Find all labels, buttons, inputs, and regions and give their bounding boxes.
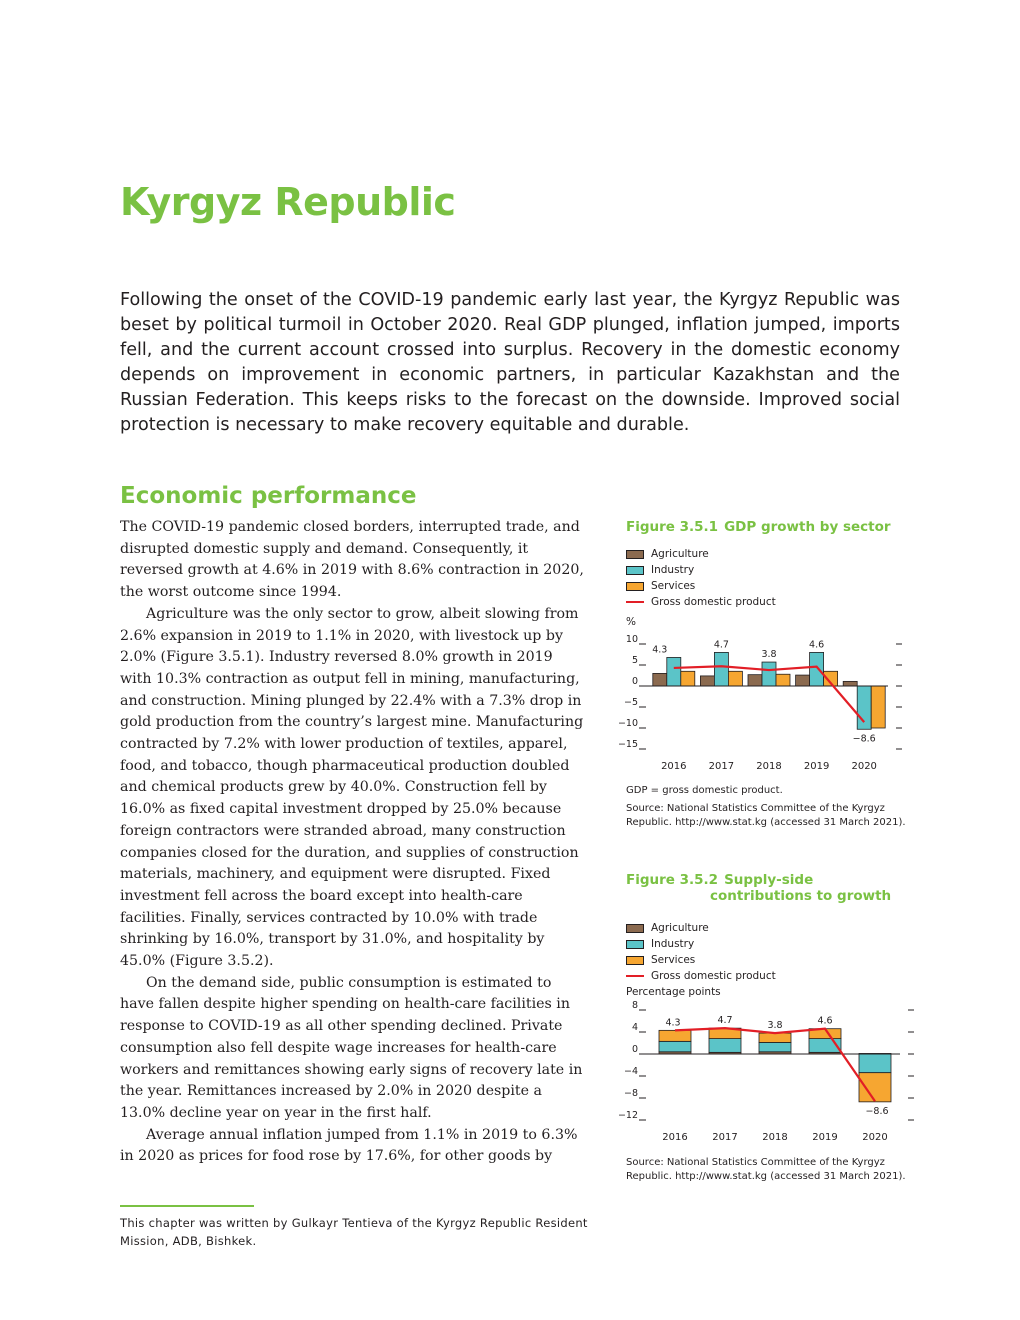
footnote-rule: [120, 1205, 254, 1207]
data-label: 4.3: [665, 1017, 681, 1029]
x-tick-label: 2016: [661, 761, 687, 772]
bar-services: [871, 686, 885, 728]
legend-item-gdp: [626, 968, 776, 984]
bar-industry: [709, 1039, 741, 1053]
y-tick-label: 0: [631, 1044, 638, 1055]
figure-1-number: Figure 3.5.1: [626, 519, 719, 535]
legend-swatch: [626, 582, 644, 591]
figure-1-legend: [626, 546, 776, 610]
x-tick-label: 2019: [803, 761, 830, 772]
legend-label: Industry: [651, 938, 695, 950]
body-paragraph: On the demand side, public consumption is estimated to have fallen despite higher spending on health-care facilities in response to COVID-19 as all other spending declined. Private consumption also fell despite wage increases for health-care workers and remittances showing early signs of recovery late in the year. Remittances increased by 2.0% in 2020 despite a 13.0% decline year on year in the first half.: [120, 974, 583, 1121]
figure-2-title: [626, 872, 896, 904]
bar-agriculture: [700, 676, 714, 686]
figure-2-chart: [617, 1000, 910, 1143]
body-paragraph: The COVID-19 pandemic closed borders, interrupted trade, and disrupted domestic supply and demand. Consequently, it reversed growth at 4.6% in 2019 with 8.6% contraction in 2020, the worst outcome since 1994.: [120, 519, 584, 601]
legend-line: [626, 601, 644, 603]
figure-1-unit: %: [626, 616, 636, 628]
bar-industry: [714, 652, 728, 686]
y-tick-label: −10: [617, 718, 638, 729]
bar-agriculture: [843, 681, 857, 686]
bar-services: [759, 1033, 791, 1042]
chapter-summary: Following the onset of the COVID-19 pandemic early last year, the Kyrgyz Republic was beset by political turmoil in October 2020. Real GDP plunged, inflation jumped, imports fell, and the current account crossed into surplus. Recovery in the domestic economy depends on improvement in economic partners, in particular Kazakhstan and the Russian Federation. This keeps risks to the forecast on the downside. Improved social protection is necessary to make recovery equitable and durable.: [120, 290, 900, 435]
figure-1-caption: GDP growth by sector: [724, 519, 891, 535]
y-tick-label: −4: [623, 1066, 638, 1077]
page-title: Kyrgyz Republic: [120, 180, 456, 224]
data-label: 4.6: [809, 639, 825, 651]
x-tick-label: 2020: [851, 761, 877, 772]
figure-2-source: Source: National Statistics Committee of the Kyrgyz Republic. http://www.stat.kg (accessed 31 March 2021).: [626, 1157, 906, 1182]
legend-item-industry: [626, 936, 776, 952]
data-label: 4.6: [817, 1015, 833, 1027]
figure-1-source: Source: National Statistics Committee of the Kyrgyz Republic. http://www.stat.kg (accessed 31 March 2021).: [626, 803, 906, 828]
data-label: −8.6: [865, 1105, 889, 1117]
legend-item-gdp: [626, 594, 776, 610]
x-tick-label: 2018: [762, 1132, 788, 1143]
y-tick-label: −5: [623, 697, 638, 708]
figure-2-caption: Supply-side contributions to growth: [710, 872, 892, 904]
data-label: 4.7: [717, 1015, 733, 1027]
figure-2-number: Figure 3.5.2: [626, 872, 719, 888]
legend-label: Services: [651, 580, 696, 592]
y-tick-label: −8: [623, 1088, 638, 1099]
figure-1-note: GDP = gross domestic product.: [626, 785, 783, 796]
bar-services: [728, 671, 742, 686]
x-tick-label: 2017: [708, 761, 735, 772]
data-label: 3.8: [767, 1020, 783, 1032]
legend-label: Gross domestic product: [651, 596, 776, 608]
bar-services: [659, 1030, 691, 1041]
legend-swatch: [626, 566, 644, 575]
data-label: 4.3: [652, 644, 668, 656]
bar-industry: [762, 662, 776, 686]
section-heading: Economic performance: [120, 483, 417, 509]
bar-services: [776, 674, 790, 686]
figure-2-legend: [626, 920, 776, 984]
figure-1-title: [626, 519, 891, 535]
bar-industry: [810, 652, 824, 686]
bar-agriculture: [653, 673, 667, 686]
bar-agriculture: [796, 675, 810, 686]
bar-industry: [659, 1041, 691, 1051]
figure-1-chart: [617, 632, 910, 780]
legend-swatch: [626, 956, 644, 965]
x-tick-label: 2016: [662, 1132, 688, 1143]
legend-label: Agriculture: [651, 922, 709, 934]
y-tick-label: 0: [631, 676, 638, 687]
x-tick-label: 2020: [862, 1132, 888, 1143]
bar-industry: [667, 657, 681, 686]
figure-2-unit: Percentage points: [626, 986, 721, 998]
legend-line: [626, 975, 644, 977]
bar-industry: [859, 1054, 891, 1073]
bar-services: [859, 1073, 891, 1102]
y-tick-label: 5: [631, 655, 638, 666]
x-tick-label: 2017: [712, 1132, 738, 1143]
legend-label: Agriculture: [651, 548, 709, 560]
data-label: −8.6: [852, 733, 876, 745]
legend-label: Services: [651, 954, 696, 966]
bar-agriculture: [748, 675, 762, 686]
x-tick-label: 2019: [812, 1132, 838, 1143]
body-text: [120, 517, 588, 1168]
y-tick-label: −15: [617, 739, 638, 750]
data-label: 3.8: [761, 649, 777, 661]
legend-item-industry: [626, 562, 776, 578]
x-tick-label: 2018: [756, 761, 782, 772]
legend-swatch: [626, 924, 644, 933]
legend-swatch: [626, 940, 644, 949]
body-paragraph: Average annual inflation jumped from 1.1% in 2019 to 6.3% in 2020 as prices for food rose by 17.6%, for other goods by: [120, 1126, 578, 1165]
y-tick-label: 8: [631, 1000, 638, 1011]
legend-item-agriculture: [626, 920, 776, 936]
bar-services: [681, 671, 695, 686]
legend-swatch: [626, 550, 644, 559]
legend-label: Industry: [651, 564, 695, 576]
legend-label: Gross domestic product: [651, 970, 776, 982]
y-tick-label: 10: [625, 634, 638, 645]
legend-item-agriculture: [626, 546, 776, 562]
footnote: This chapter was written by Gulkayr Tentieva of the Kyrgyz Republic Resident Mission, ADB, Bishkek.: [120, 1216, 588, 1248]
legend-item-services: [626, 578, 776, 594]
bar-industry: [759, 1042, 791, 1051]
body-paragraph: Agriculture was the only sector to grow, albeit slowing from 2.6% expansion in 2019 to 1.1% in 2020, with livestock up by 2.0% (Figure 3.5.1). Industry reversed 8.0% growth in 2019 with 10.3% contraction as output fell in mining, manufacturing, and construction. Mining plunged by 22.4% with a 7.3% drop in gold production from the country’s largest mine. Manufacturing contracted by 7.2% with lower production of textiles, apparel, food, and tobacco, though pharmaceutical production doubled and chemical products grew by 40.0%. Construction fell by 16.0% as fixed capital investment dropped by 25.0% because foreign contractors were stranded abroad, many construction companies closed for the duration, and supplies of construction materials, machinery, and equipment were disrupted. Fixed investment fell across the board except into health-care facilities. Finally, services contracted by 10.0% with trade shrinking by 16.0%, transport by 31.0%, and hospitality by 45.0% (Figure 3.5.2).: [120, 605, 584, 970]
y-tick-label: 4: [631, 1022, 638, 1033]
y-tick-label: −12: [617, 1110, 638, 1121]
bar-industry: [857, 686, 871, 729]
legend-item-services: [626, 952, 776, 968]
data-label: 4.7: [713, 639, 729, 651]
